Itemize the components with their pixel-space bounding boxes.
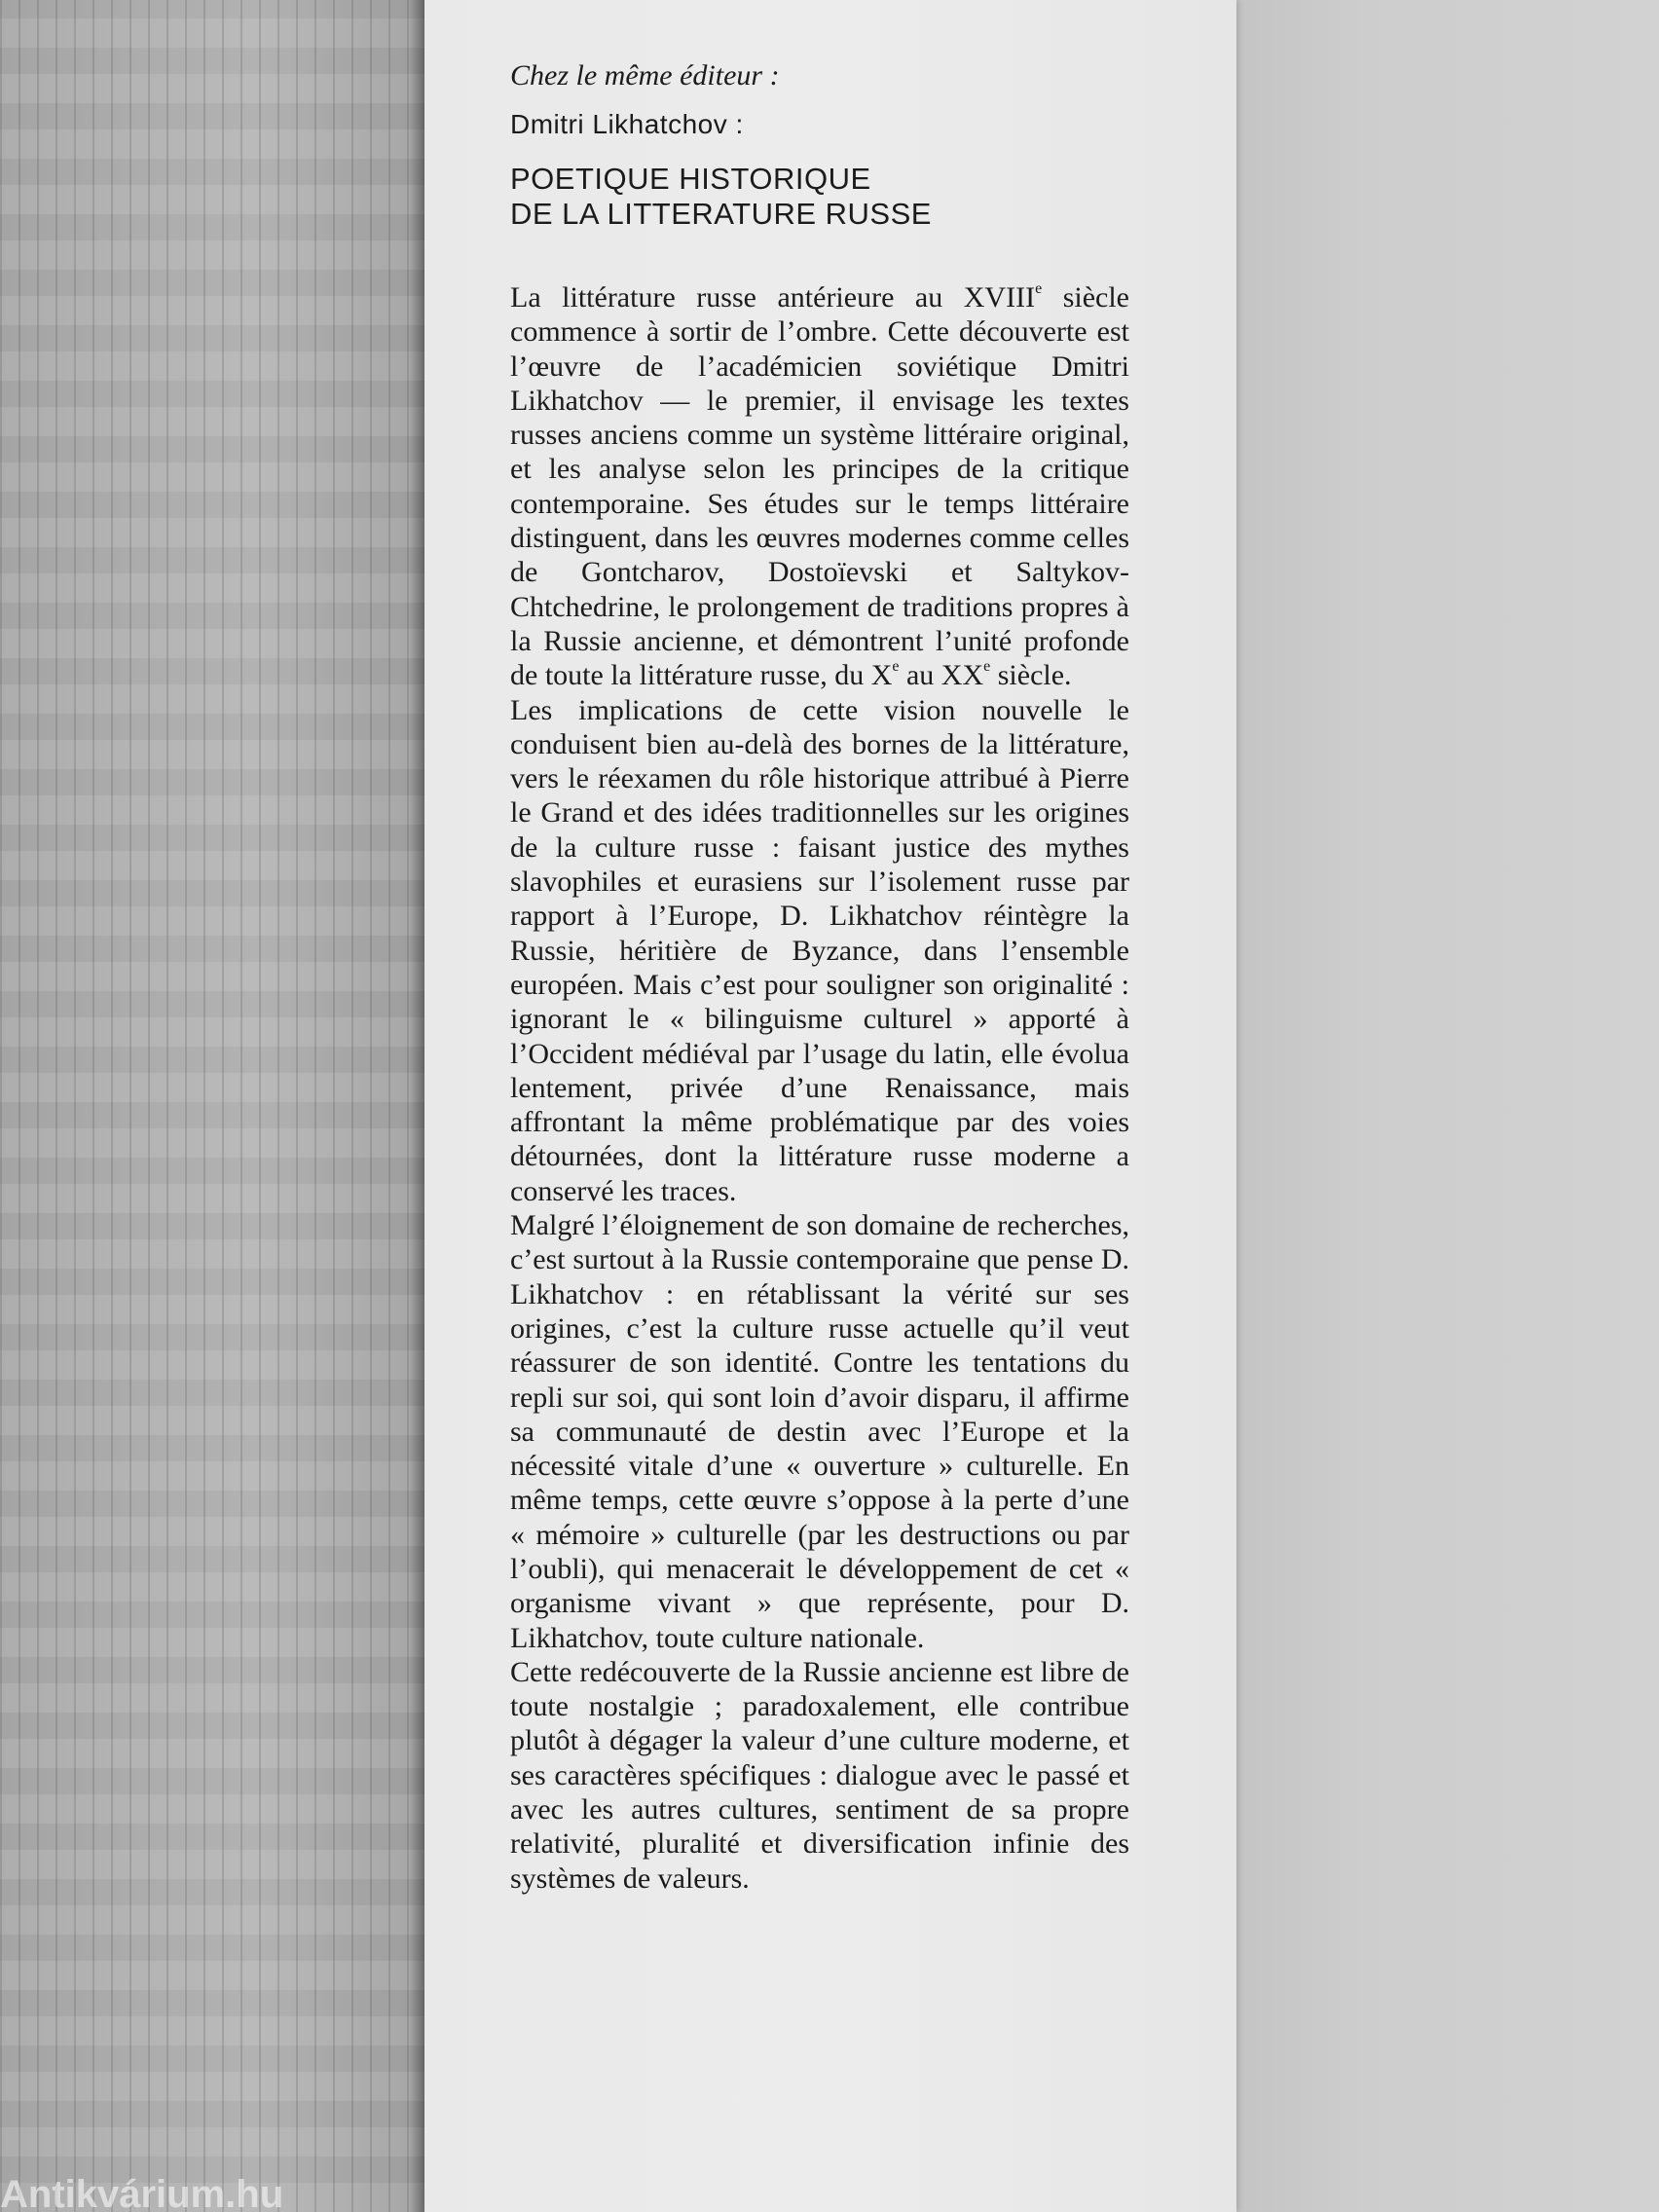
paragraph-2 — [510, 693, 1129, 1208]
p1-part-4: au XX — [899, 659, 984, 692]
p1-part-6: siècle. — [990, 659, 1072, 692]
background-surface — [1236, 0, 1659, 2212]
p2-text: Les implications de cette vision nouvelle le conduisent bien au-delà des bornes de la littérature, vers le réexamen du rôle historique attribué à Pierre le Grand et des idées traditionnelles sur les origines de la culture russe : faisant justice des mythes slavophiles et eurasiens sur l’isolement russe par rapport à l’Europe, D. Likhatchov réintègre la Russie, héritière de Byzance, dans l’ensemble européen. Mais c’est pour souligner son originalité : ignorant le « bilinguisme culturel » apporté à l’Occident médiéval par l’usage du latin, elle évolua lentement, privée d’une Renaissance, mais affrontant la même problématique par des voies détournées, dont la littérature russe moderne a conservé les traces. — [510, 693, 1129, 1207]
p3-text: Malgré l’éloignement de son domaine de recherches, c’est surtout à la Russie contemporaine que pense D. Likhatchov : en rétablissant la vérité sur ses origines, c’est la culture russe actuelle qu’il veut réassurer de son identité. Contre les tentations du repli sur soi, qui sont loin d’avoir disparu, il affirme sa communauté de destin avec l’Europe et la nécessité vitale d’une « ouverture » culturelle. En même temps, cette œuvre s’oppose à la perte d’une « mémoire » culturelle (par les destructions ou par l’oubli), qui menacerait le développement de cet « organisme vivant » que représente, pour D. Likhatchov, toute culture nationale. — [510, 1209, 1129, 1654]
book-title — [510, 162, 1129, 232]
cover-edge-shadow — [409, 0, 424, 2212]
title-line-2: DE LA LITTERATURE RUSSE — [510, 197, 932, 231]
p1-sup-e: e — [1035, 280, 1043, 297]
author-line: Dmitri Likhatchov : — [510, 109, 744, 139]
p1-sup-e: e — [892, 658, 900, 676]
p4-text: Cette redécouverte de la Russie ancienne est libre de toute nostalgie ; paradoxalement, elle contribue plutôt à dégager la valeur d’une culture moderne, et ses caractères spécifiques : dialogue avec le passé et avec les autres cultures, sentiment de sa propre relativité, pluralité et diversification infinie des systèmes de valeurs. — [510, 1655, 1129, 1895]
text-column — [510, 55, 1129, 1896]
blurb-body — [510, 280, 1129, 1896]
paragraph-1 — [510, 280, 1129, 693]
book-cover-textured — [0, 0, 424, 2212]
title-line-1: POETIQUE HISTORIQUE — [510, 162, 871, 196]
p1-sup-e: e — [983, 658, 991, 676]
watermark: Antikvárium.hu — [0, 2177, 284, 2212]
editor-line: Chez le même éditeur : — [510, 59, 780, 92]
p1-part-0: La littérature russe antérieure au XVIII — [510, 281, 1036, 313]
paragraph-4 — [510, 1655, 1129, 1896]
p1-part-2: siècle commence à sortir de l’ombre. Cette découverte est l’œuvre de l’académicien soviétique Dmitri Likhatchov — le premier, il envisage les textes russes anciens comme un système littéraire original, et les analyse selon les principes de la critique contemporaine. Ses études sur le temps littéraire distinguent, dans les œuvres modernes comme celles de Gontcharov, Dostoïevski et Saltykov-Chtchedrine, le prolongement de traditions propres à la Russie ancienne, et démontrent l’unité profonde de toute la littérature russe, du X — [510, 281, 1129, 692]
paragraph-3 — [510, 1208, 1129, 1655]
